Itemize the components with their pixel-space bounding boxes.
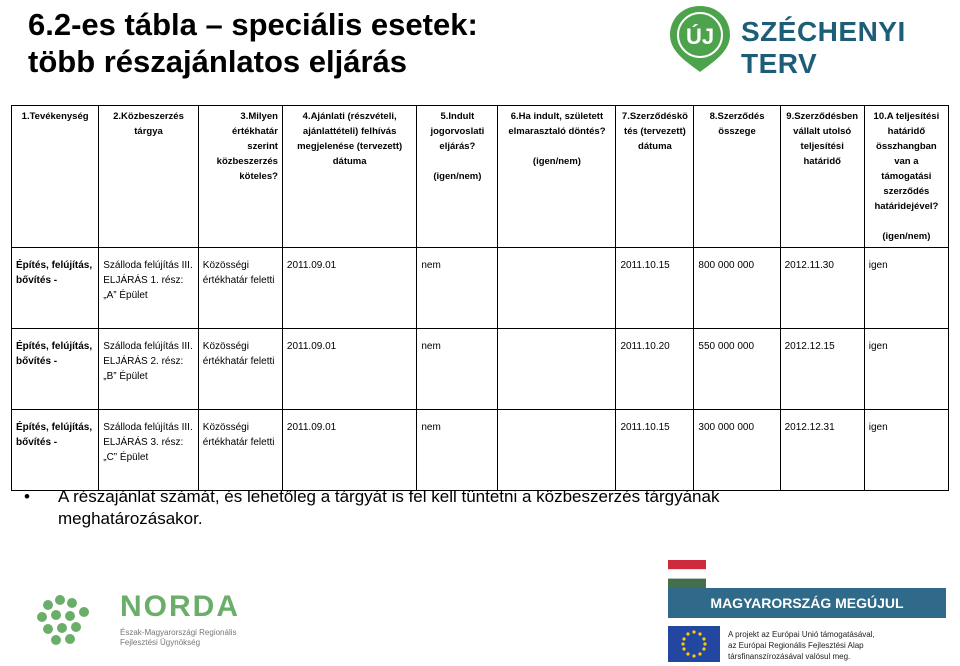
table-cell: 2012.11.30 bbox=[780, 248, 864, 329]
szechenyi-terv-logo bbox=[667, 4, 937, 79]
table-cell bbox=[498, 248, 616, 329]
norda-logo bbox=[28, 590, 288, 650]
tenders-table bbox=[11, 105, 949, 491]
hungarian-flag-icon bbox=[668, 560, 706, 588]
norda-subtitle: Észak-Magyarországi Regionális Fejlesztési Ügynökség bbox=[120, 628, 237, 647]
norda-name: NORDA bbox=[120, 590, 240, 623]
eu-flag-icon bbox=[668, 626, 720, 662]
table-cell: igen bbox=[864, 248, 948, 329]
table-cell: Közösségi értékhatár feletti bbox=[198, 410, 282, 491]
table-cell: nem bbox=[417, 329, 498, 410]
note-text: A részajánlat számát, és lehetőleg a tárgyát is fel kell tüntetni a közbeszerzés tárgyának meghatározásakor. bbox=[58, 487, 720, 528]
table-cell: Közösségi értékhatár feletti bbox=[198, 248, 282, 329]
table-cell: 2011.10.15 bbox=[616, 410, 694, 491]
table-row bbox=[12, 329, 949, 410]
table-cell: 2011.10.20 bbox=[616, 329, 694, 410]
eu-funding-text: A projekt az Európai Unió támogatásával, az Európai Regionális Fejlesztési Alap társfinanszírozásával valósul meg. bbox=[728, 630, 875, 661]
table-cell: nem bbox=[417, 248, 498, 329]
table-cell: Építés, felújítás, bővítés - bbox=[12, 329, 99, 410]
table-cell: 2011.09.01 bbox=[282, 248, 416, 329]
table-cell: Szálloda felújítás III. ELJÁRÁS 3. rész: „C” Épület bbox=[99, 410, 199, 491]
table-cell: 300 000 000 bbox=[694, 410, 780, 491]
table-cell: 2012.12.31 bbox=[780, 410, 864, 491]
column-header: 7.Szerződéskö tés (tervezett) dátuma bbox=[616, 106, 694, 248]
column-header: 8.Szerződés összege bbox=[694, 106, 780, 248]
column-header: 6.Ha indult, született elmarasztaló döntés? (igen/nem) bbox=[498, 106, 616, 248]
column-header: 1.Tevékenység bbox=[12, 106, 99, 248]
table-cell: Építés, felújítás, bővítés - bbox=[12, 248, 99, 329]
table-cell: 2011.09.01 bbox=[282, 410, 416, 491]
column-header: 10.A teljesítési határidő összhangban van a támogatási szerződés határidejével? (igen/nem) bbox=[864, 106, 948, 248]
table-row bbox=[12, 248, 949, 329]
norda-emblem-icon bbox=[28, 590, 108, 650]
uj-badge-icon bbox=[667, 4, 733, 74]
table-cell: 2011.09.01 bbox=[282, 329, 416, 410]
column-header: 9.Szerződésben vállalt utolsó teljesítési határidő bbox=[780, 106, 864, 248]
szechenyi-terv-text: SZÉCHENYI TERV bbox=[741, 16, 906, 79]
table-cell: igen bbox=[864, 410, 948, 491]
column-header: 2.Közbeszerzés tárgya bbox=[99, 106, 199, 248]
table-cell: 2011.10.15 bbox=[616, 248, 694, 329]
column-header: 4.Ajánlati (részvételi, ajánlattételi) felhívás megjelenése (tervezett) dátuma bbox=[282, 106, 416, 248]
table-cell: igen bbox=[864, 329, 948, 410]
table-cell: Szálloda felújítás III. ELJÁRÁS 1. rész: „A” Épület bbox=[99, 248, 199, 329]
magyarorszag-megujul-banner: MAGYARORSZÁG MEGÚJUL bbox=[668, 588, 946, 618]
table-cell bbox=[498, 410, 616, 491]
table-cell: Építés, felújítás, bővítés - bbox=[12, 410, 99, 491]
table-row bbox=[12, 410, 949, 491]
table-cell bbox=[498, 329, 616, 410]
column-header: 3.Milyen értékhatár szerint közbeszerzés köteles? bbox=[198, 106, 282, 248]
table-cell: 2012.12.15 bbox=[780, 329, 864, 410]
table-header-row bbox=[12, 106, 949, 248]
title-line-2: több részajánlatos eljárás bbox=[28, 44, 408, 79]
table-cell: Közösségi értékhatár feletti bbox=[198, 329, 282, 410]
table-cell: 800 000 000 bbox=[694, 248, 780, 329]
bullet-icon: • bbox=[24, 487, 30, 506]
svg-text:ÚJ: ÚJ bbox=[685, 24, 715, 49]
table-cell: nem bbox=[417, 410, 498, 491]
page-title bbox=[28, 6, 478, 80]
table-cell: Szálloda felújítás III. ELJÁRÁS 2. rész: „B” Épület bbox=[99, 329, 199, 410]
column-header: 5.Indult jogorvoslati eljárás? (igen/nem) bbox=[417, 106, 498, 248]
title-line-1: 6.2-es tábla – speciális esetek: bbox=[28, 7, 478, 42]
table-cell: 550 000 000 bbox=[694, 329, 780, 410]
